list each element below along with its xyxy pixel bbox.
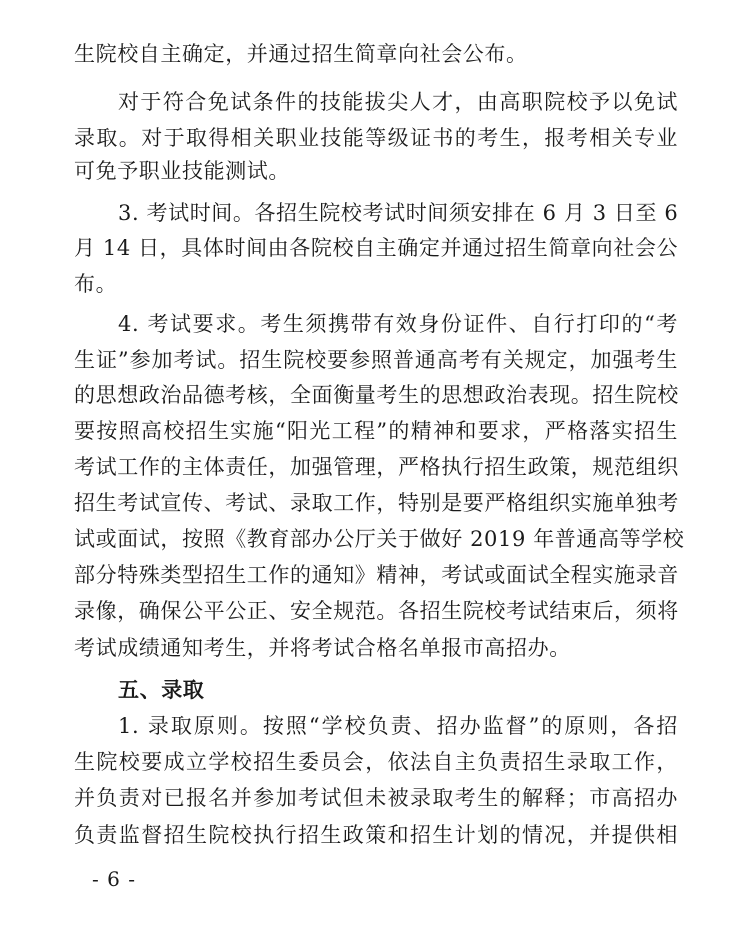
paragraph-line: 试或面试，按照《教育部办公厅关于做好 2019 年普通高等学校 (74, 527, 685, 551)
paragraph-line: 生院校自主确定，并通过招生简章向社会公布。 (74, 42, 528, 66)
paragraph-line: 月 14 日，具体时间由各院校自主确定并通过招生简章向社会公 (74, 236, 679, 260)
page-number: - 6 - (92, 867, 136, 891)
section-heading: 五、录取 (118, 678, 205, 702)
paragraph-line: 生证”参加考试。招生院校要参照普通高考有关规定，加强考生 (74, 348, 678, 372)
paragraph-line: 负责监督招生院校执行招生政策和招生计划的情况，并提供相 (74, 823, 678, 847)
paragraph-line: 生院校要成立学校招生委员会，依法自主负责招生录取工作， (74, 750, 678, 774)
paragraph-line: 招生考试宣传、考试、录取工作，特别是要严格组织实施单独考 (74, 491, 679, 515)
paragraph-line: 并负责对已报名并参加考试但未被录取考生的解释；市高招办 (74, 786, 678, 810)
paragraph-line: 录取。对于取得相关职业技能等级证书的考生，报考相关专业 (74, 126, 678, 150)
paragraph-line: 布。 (74, 272, 118, 296)
paragraph-line: 考试成绩通知考生，并将考试合格名单报市高招办。 (74, 636, 571, 660)
paragraph-line: 对于符合免试条件的技能拔尖人才，由高职院校予以免试 (118, 90, 678, 114)
paragraph-line: 考试工作的主体责任，加强管理，严格执行招生政策，规范组织 (74, 455, 679, 479)
paragraph-line: 可免予职业技能测试。 (74, 159, 290, 183)
paragraph-line: 1. 录取原则。按照“学校负责、招办监督”的原则，各招 (118, 714, 678, 738)
paragraph-line: 录像，确保公平公正、安全规范。各招生院校考试结束后，须将 (74, 599, 679, 623)
paragraph-line: 4. 考试要求。考生须携带有效身份证件、自行打印的“考 (118, 312, 678, 336)
paragraph-line: 3. 考试时间。各招生院校考试时间须安排在 6 月 3 日至 6 (118, 201, 679, 225)
paragraph-line: 部分特殊类型招生工作的通知》精神，考试或面试全程实施录音 (74, 563, 679, 587)
paragraph-line: 要按照高校招生实施“阳光工程”的精神和要求，严格落实招生 (74, 419, 678, 443)
paragraph-line: 的思想政治品德考核，全面衡量考生的思想政治表现。招生院校 (74, 383, 679, 407)
